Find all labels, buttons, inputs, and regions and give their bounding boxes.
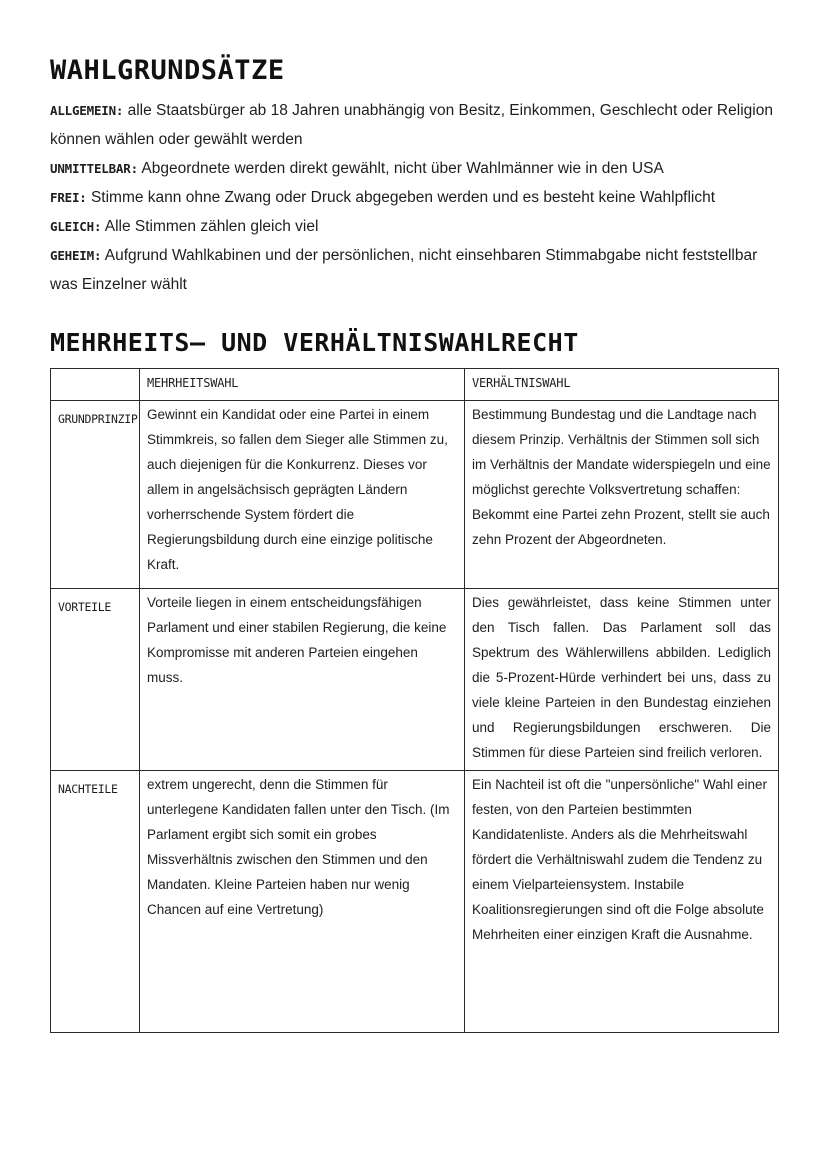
table-row-nachteile	[51, 771, 779, 1033]
principle-term: GEHEIM:	[50, 248, 102, 263]
principle-term: FREI:	[50, 190, 87, 205]
principle-text: Abgeordnete werden direkt gewählt, nicht über Wahlmänner wie in den USA	[141, 160, 664, 177]
principle-text: Aufgrund Wahlkabinen und der persönlichen, nicht einsehbaren Stimmabgabe nicht feststellbar	[104, 247, 758, 264]
principle-text: Alle Stimmen zählen gleich viel	[104, 218, 319, 235]
table-header-row	[51, 369, 779, 401]
header-cell-mehrheitswahl: MEHRHEITSWAHL	[140, 369, 465, 401]
comparison-table	[50, 368, 779, 1033]
section-title-wahlrecht: MEHRHEITS– UND VERHÄLTNISWAHLRECHT	[50, 328, 579, 357]
principles-list	[50, 96, 790, 299]
principle-unmittelbar	[50, 154, 790, 183]
table-row-vorteile	[51, 589, 779, 771]
principle-gleich	[50, 212, 790, 241]
row-label: VORTEILE	[51, 589, 140, 771]
principle-text: alle Staatsbürger ab 18 Jahren unabhängig von Besitz, Einkommen, Geschlecht oder Religion	[127, 102, 773, 119]
principle-frei	[50, 183, 790, 212]
header-cell-empty	[51, 369, 140, 401]
row-label: GRUNDPRINZIP	[51, 401, 140, 589]
cell-mehrheitswahl: extrem ungerecht, denn die Stimmen für unterlegene Kandidaten fallen unter den Tisch. (Im Parlament ergibt sich somit ein grobes Missverhältnis zwischen den Stimmen und den Mandaten. Kleine Parteien haben nur wenig Chancen auf eine Vertretung)	[140, 771, 465, 1033]
principle-term: GLEICH:	[50, 219, 102, 234]
cell-mehrheitswahl: Gewinnt ein Kandidat oder eine Partei in einem Stimmkreis, so fallen dem Sieger alle Stimmen zu, auch diejenigen für die Konkurrenz. Dieses vor allem in angelsächsisch geprägten Ländern vorherrschende System fördert die Regierungsbildung durch eine einzige politische Kraft.	[140, 401, 465, 589]
cell-verhaeltniswahl: Dies gewährleistet, dass keine Stimmen unter den Tisch fallen. Das Parlament soll das Spektrum des Wählerwillens abbilden. Lediglich die 5-Prozent-Hürde verhindert bei uns, dass zu viele kleine Parteien in den Bundestag einziehen und Regierungsbildungen erschweren. Die Stimmen für diese Parteien sind freilich verloren.	[465, 589, 779, 771]
principle-allgemein-cont: können wählen oder gewählt werden	[50, 131, 303, 148]
principle-term: ALLGEMEIN:	[50, 103, 124, 118]
cell-verhaeltniswahl: Bestimmung Bundestag und die Landtage nach diesem Prinzip. Verhältnis der Stimmen soll sich im Verhältnis der Mandate widerspiegeln und eine möglichst gerechte Volksvertretung schaffen: Bekommt eine Partei zehn Prozent, stellt sie auch zehn Prozent der Abgeordneten.	[465, 401, 779, 589]
principle-allgemein	[50, 96, 790, 125]
principle-term: UNMITTELBAR:	[50, 161, 138, 176]
table-row-grundprinzip	[51, 401, 779, 589]
section-title-wahlgrundsaetze: WAHLGRUNDSÄTZE	[50, 55, 285, 86]
row-label: NACHTEILE	[51, 771, 140, 1033]
principle-text: Stimme kann ohne Zwang oder Druck abgegeben werden und es besteht keine Wahlpflicht	[90, 189, 716, 206]
principle-geheim	[50, 241, 790, 270]
cell-mehrheitswahl: Vorteile liegen in einem entscheidungsfähigen Parlament und einer stabilen Regierung, die keine Kompromisse mit anderen Parteien eingehen muss.	[140, 589, 465, 771]
header-cell-verhaeltniswahl: VERHÄLTNISWAHL	[465, 369, 779, 401]
cell-verhaeltniswahl: Ein Nachteil ist oft die "unpersönliche" Wahl einer festen, von den Parteien bestimmten Kandidatenliste. Anders als die Mehrheitswahl fördert die Verhältniswahl zudem die Tendenz zu einem Vielparteiensystem. Instabile Koalitionsregierungen sind oft die Folge absolute Mehrheiten einer einzigen Kraft die Ausnahme.	[465, 771, 779, 1033]
principle-geheim-cont: was Einzelner wählt	[50, 276, 187, 293]
